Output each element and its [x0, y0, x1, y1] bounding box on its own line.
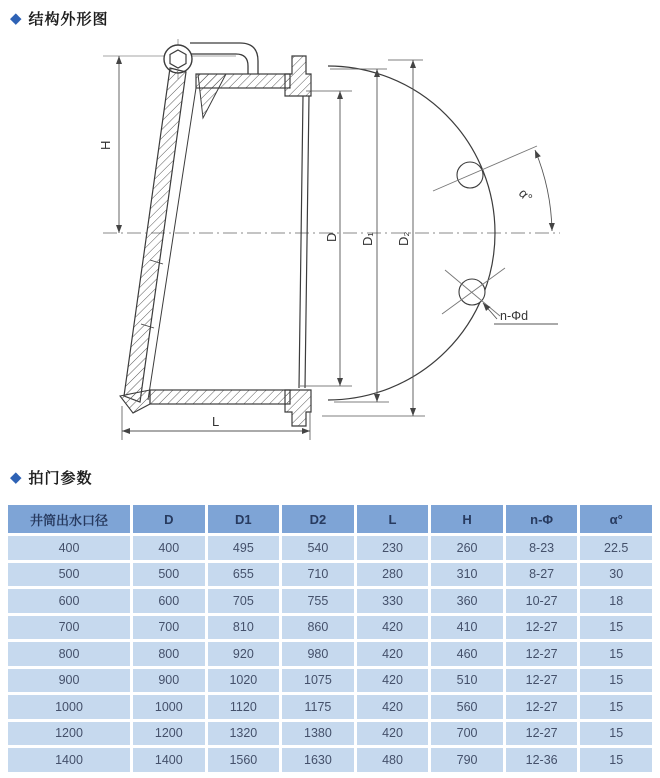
- table-cell: 18: [580, 589, 652, 613]
- table-cell: 700: [133, 616, 205, 640]
- table-cell: 330: [357, 589, 429, 613]
- table-cell: 15: [580, 616, 652, 640]
- dim-label-H: H: [98, 140, 113, 150]
- table-cell: 700: [8, 616, 130, 640]
- dim-label-D2: D₂: [396, 231, 411, 246]
- alpha-angle-label: α°: [515, 185, 536, 206]
- table-cell: 1020: [208, 669, 280, 693]
- table-cell: 260: [431, 536, 503, 560]
- table-cell: 420: [357, 722, 429, 746]
- table-cell: 540: [282, 536, 354, 560]
- bolt-holes-label: n-Φd: [500, 309, 529, 323]
- table-cell: 420: [357, 642, 429, 666]
- table-cell: 1075: [282, 669, 354, 693]
- table-cell: 15: [580, 722, 652, 746]
- table-cell: 1000: [8, 695, 130, 719]
- table-cell: 790: [431, 748, 503, 772]
- table-cell: 8-27: [506, 563, 578, 587]
- table-cell: 1400: [8, 748, 130, 772]
- table-cell: 12-27: [506, 642, 578, 666]
- table-cell: 280: [357, 563, 429, 587]
- table-cell: 600: [133, 589, 205, 613]
- table-cell: 480: [357, 748, 429, 772]
- table-cell: 30: [580, 563, 652, 587]
- table-cell: 1630: [282, 748, 354, 772]
- table-cell: 1560: [208, 748, 280, 772]
- table-header-cell: D: [133, 505, 205, 533]
- section-title-params: [10, 467, 93, 488]
- params-title-text: 拍门参数: [28, 470, 93, 487]
- dim-label-D: D: [324, 232, 339, 242]
- table-cell: 360: [431, 589, 503, 613]
- table-cell: 495: [208, 536, 280, 560]
- table-cell: 420: [357, 669, 429, 693]
- table-cell: 22.5: [580, 536, 652, 560]
- table-cell: 900: [133, 669, 205, 693]
- table-cell: 15: [580, 669, 652, 693]
- table-header-cell: L: [357, 505, 429, 533]
- hinge-arm: [190, 43, 258, 74]
- table-cell: 12-27: [506, 669, 578, 693]
- table-cell: 560: [431, 695, 503, 719]
- bottom-flange-section: [285, 390, 311, 426]
- diamond-bullet-icon: ◆: [10, 469, 22, 486]
- bolt-leader-line: [483, 303, 497, 319]
- table-cell: 700: [431, 722, 503, 746]
- table-cell: 12-27: [506, 722, 578, 746]
- table-header-cell: α°: [580, 505, 652, 533]
- table-cell: 15: [580, 642, 652, 666]
- flap-valve-outline-drawing: [0, 28, 660, 464]
- table-cell: 12-27: [506, 616, 578, 640]
- table-cell: 400: [133, 536, 205, 560]
- table-cell: 500: [8, 563, 130, 587]
- table-cell: 655: [208, 563, 280, 587]
- body-top-wall-section: [196, 74, 290, 88]
- table-cell: 1380: [282, 722, 354, 746]
- params-table: [8, 505, 652, 772]
- table-header-cell: 井筒出水口径: [8, 505, 130, 533]
- table-cell: 705: [208, 589, 280, 613]
- table-cell: 600: [8, 589, 130, 613]
- table-cell: 860: [282, 616, 354, 640]
- table-cell: 1120: [208, 695, 280, 719]
- hinge-pin-circle: [164, 45, 192, 73]
- table-cell: 310: [431, 563, 503, 587]
- diamond-bullet-icon: ◆: [10, 10, 22, 27]
- alpha-angle-arc: [535, 150, 552, 231]
- table-cell: 920: [208, 642, 280, 666]
- table-cell: 410: [431, 616, 503, 640]
- table-cell: 400: [8, 536, 130, 560]
- section-title-structure: [10, 8, 109, 29]
- dim-label-D1: D₁: [360, 232, 375, 246]
- table-cell: 710: [282, 563, 354, 587]
- table-cell: 800: [133, 642, 205, 666]
- table-cell: 8-23: [506, 536, 578, 560]
- table-cell: 12-27: [506, 695, 578, 719]
- table-cell: 1320: [208, 722, 280, 746]
- bolt-angle-reference-line: [433, 146, 537, 191]
- body-right-edge: [299, 96, 309, 388]
- table-header-cell: n-Φ: [506, 505, 578, 533]
- table-cell: 810: [208, 616, 280, 640]
- table-cell: 420: [357, 616, 429, 640]
- table-cell: 230: [357, 536, 429, 560]
- table-cell: 420: [357, 695, 429, 719]
- table-cell: 15: [580, 695, 652, 719]
- table-cell: 1175: [282, 695, 354, 719]
- table-cell: 15: [580, 748, 652, 772]
- table-cell: 980: [282, 642, 354, 666]
- table-cell: 12-36: [506, 748, 578, 772]
- structure-title-text: 结构外形图: [28, 11, 109, 28]
- dim-label-L: L: [212, 414, 220, 429]
- table-cell: 510: [431, 669, 503, 693]
- table-cell: 10-27: [506, 589, 578, 613]
- table-cell: 1200: [133, 722, 205, 746]
- table-cell: 1400: [133, 748, 205, 772]
- table-cell: 1200: [8, 722, 130, 746]
- table-header-cell: D1: [208, 505, 280, 533]
- table-cell: 460: [431, 642, 503, 666]
- top-flange-section: [285, 56, 311, 96]
- table-cell: 1000: [133, 695, 205, 719]
- table-header-cell: H: [431, 505, 503, 533]
- table-cell: 800: [8, 642, 130, 666]
- table-cell: 500: [133, 563, 205, 587]
- table-cell: 755: [282, 589, 354, 613]
- table-cell: 900: [8, 669, 130, 693]
- body-bottom-wall-section: [150, 390, 290, 404]
- table-header-cell: D2: [282, 505, 354, 533]
